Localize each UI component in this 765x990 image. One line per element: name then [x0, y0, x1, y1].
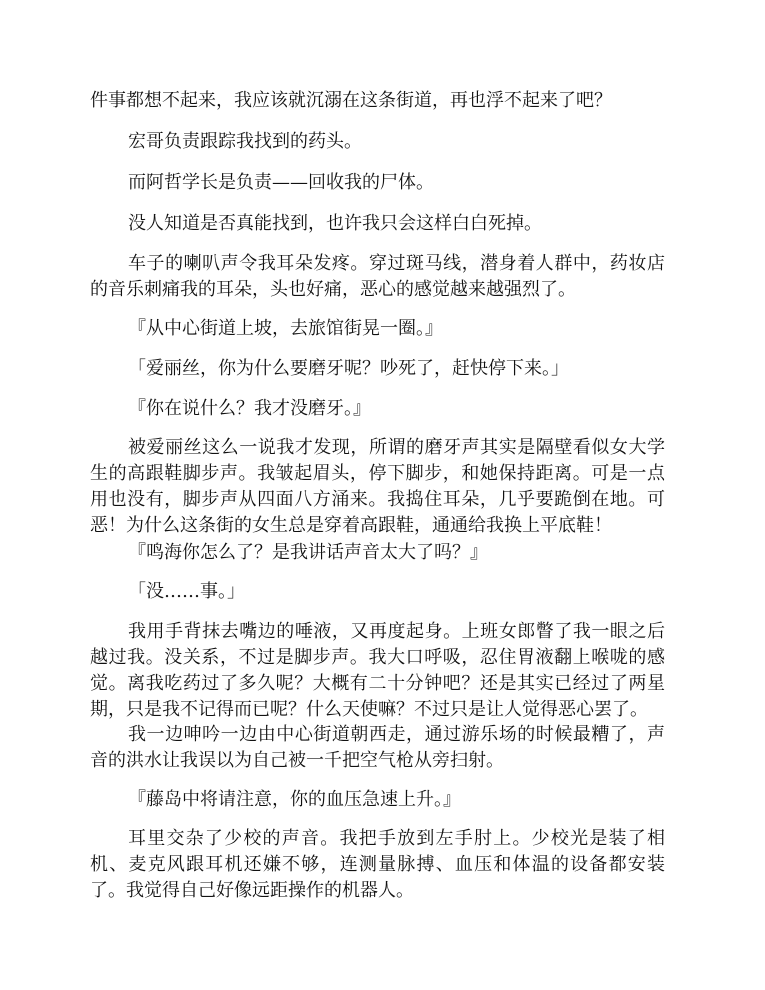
paragraph-continued: 件事都想不起来，我应该就沉溺在这条街道，再也浮不起来了吧？ — [90, 90, 612, 111]
dialogue-line: 『藤岛中将请注意，你的血压急速上升。』 — [128, 789, 461, 810]
paragraph: 车子的喇叭声令我耳朵发疼。穿过斑马线，潜身着人群中，药妆店的音乐刺痛我的耳朵，头也好痛，恶心的感觉越来越强烈了。 — [90, 253, 665, 300]
paragraph: 被爱丽丝这么一说我才发现，所谓的磨牙声其实是隔壁看似女大学生的高跟鞋脚步声。我皱起眉头，停下脚步，和她保持距离。可是一点用也没有，脚步声从四面八方涌来。我捣住耳朵，几乎要跪倒在地。可恶！为什么这条街的女生总是穿着高跟鞋，通通给我换上平底鞋！ — [90, 437, 665, 536]
paragraph: 没人知道是否真能找到，也许我只会这样白白死掉。 — [128, 213, 542, 234]
paragraph: 而阿哲学长是负责——回收我的尸体。 — [128, 172, 434, 193]
paragraph: 我用手背抹去嘴边的唾液，又再度起身。上班女郎瞥了我一眼之后越过我。没关系，不过是脚步声。我大口呼吸，忍住胃液翻上喉咙的感觉。离我吃药过了多久呢？大概有二十分钟吧？还是其实已经过了两星期，只是我不记得而已呢？什么天使嘛？不过只是让人觉得恶心罢了。 — [90, 621, 665, 720]
dialogue-line: 「爱丽丝，你为什么要磨牙呢？吵死了，赶快停下来。」 — [128, 358, 569, 379]
dialogue-line: 『从中心街道上坡，去旅馆街晃一圈。』 — [128, 318, 443, 339]
paragraph: 宏哥负责跟踪我找到的药头。 — [128, 131, 362, 152]
dialogue-line: 『鸣海你怎么了？是我讲话声音太大了吗？』 — [128, 542, 488, 563]
paragraph: 耳里交杂了少校的声音。我把手放到左手肘上。少校光是装了相机、麦克风跟耳机还嫌不够，连测量脉搏、血压和体温的设备都安装了。我觉得自己好像远距操作的机器人。 — [90, 828, 665, 901]
dialogue-line: 『你在说什么？我才没磨牙。』 — [128, 398, 371, 419]
paragraph: 我一边呻吟一边由中心街道朝西走，通过游乐场的时候最糟了，声音的洪水让我误以为自己被一千把空气枪从旁扫射。 — [90, 724, 665, 771]
dialogue-line: 「没……事。」 — [128, 581, 245, 602]
